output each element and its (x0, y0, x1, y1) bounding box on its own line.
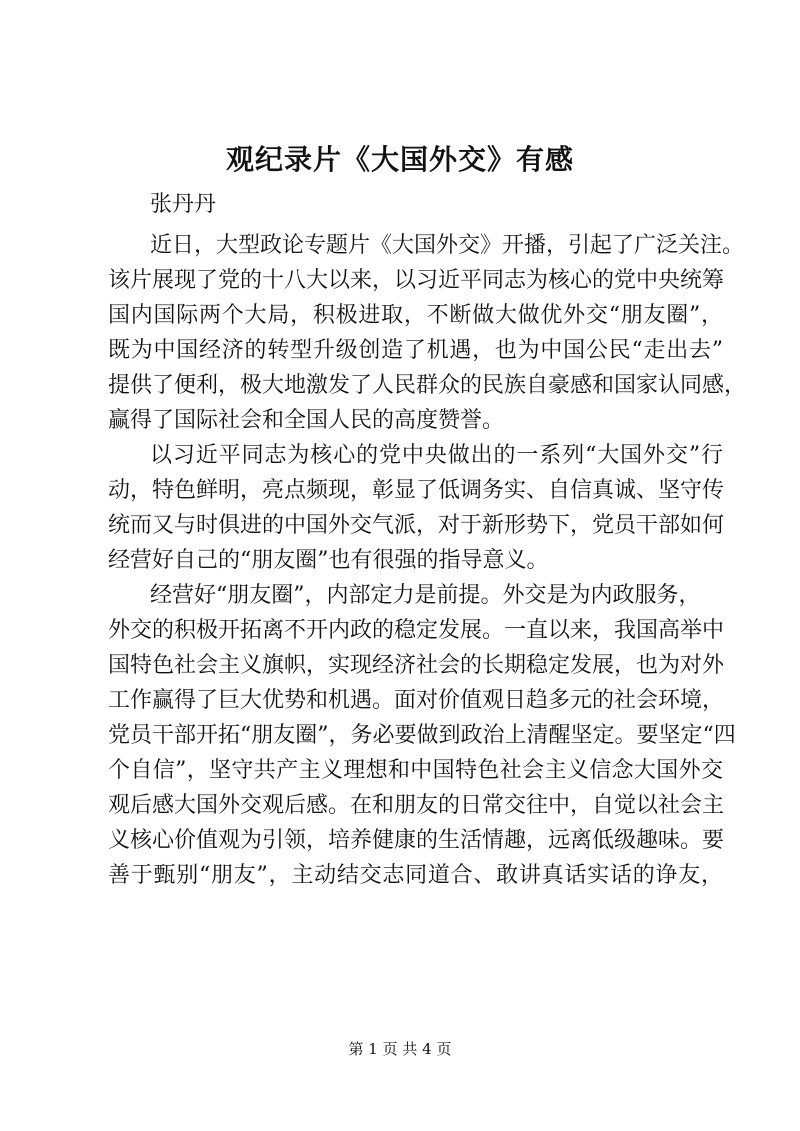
document-title: 观纪录片《大国外交》有感 (225, 143, 574, 176)
paragraph-1-line-3: 国内国际两个大局，积极进取，不断做大做优外交“朋友圈”， (108, 303, 723, 328)
paragraph-3-line-8: 义核心价值观为引领，培养健康的生活情趣，远离低级趣味。要 (108, 828, 725, 853)
paragraph-2-line-4: 经营好自己的“朋友圈”也有很强的指导意义。 (108, 548, 549, 573)
paragraph-2-line-3: 统而又与时俱进的中国外交气派，对于新形势下，党员干部如何 (108, 513, 725, 538)
paragraph-3-line-9: 善于甄别“朋友”，主动结交志同道合、敢讲真话实话的诤友， (108, 863, 723, 888)
paragraph-3-line-7: 观后感大国外交观后感。在和朋友的日常交往中，自觉以社会主 (108, 793, 725, 818)
document-body (108, 228, 747, 893)
paragraph-3-line-5: 党员干部开拓“朋友圈”，务必要做到政治上清醒坚定。要坚定“四 (108, 723, 736, 748)
paragraph-2-line-2: 动，特色鲜明，亮点频现，彰显了低调务实、自信真诚、坚守传 (108, 478, 725, 503)
paragraph-3-line-3: 国特色社会主义旗帜，实现经济社会的长期稳定发展，也为对外 (108, 653, 725, 678)
paragraph-3-line-4: 工作赢得了巨大优势和机遇。面对价值观日趋多元的社会环境， (108, 688, 725, 713)
paragraph-2-line-1: 以习近平同志为核心的党中央做出的一系列“大国外交”行 (150, 443, 723, 468)
paragraph-1-line-6: 赢得了国际社会和全国人民的高度赞誉。 (108, 408, 505, 433)
paragraph-3-line-1: 经营好“朋友圈”，内部定力是前提。外交是为内政服务， (150, 583, 701, 608)
paragraph-1-line-4: 既为中国经济的转型升级创造了机遇，也为中国公民“走出去” (108, 338, 723, 363)
page-footer: 第 1 页 共 4 页 (348, 1040, 452, 1058)
author-name: 张丹丹 (150, 192, 217, 217)
paragraph-1-line-1: 近日，大型政论专题片《大国外交》开播，引起了广泛关注。 (150, 233, 745, 258)
paragraph-3-line-2: 外交的积极开拓离不开内政的稳定发展。一直以来，我国高举中 (108, 618, 725, 643)
paragraph-3-line-6: 个自信”，坚守共产主义理想和中国特色社会主义信念大国外交 (108, 758, 723, 783)
paragraph-1-line-2: 该片展现了党的十八大以来，以习近平同志为核心的党中央统筹 (108, 268, 725, 293)
paragraph-1-line-5: 提供了便利，极大地激发了人民群众的民族自豪感和国家认同感， (108, 373, 747, 398)
